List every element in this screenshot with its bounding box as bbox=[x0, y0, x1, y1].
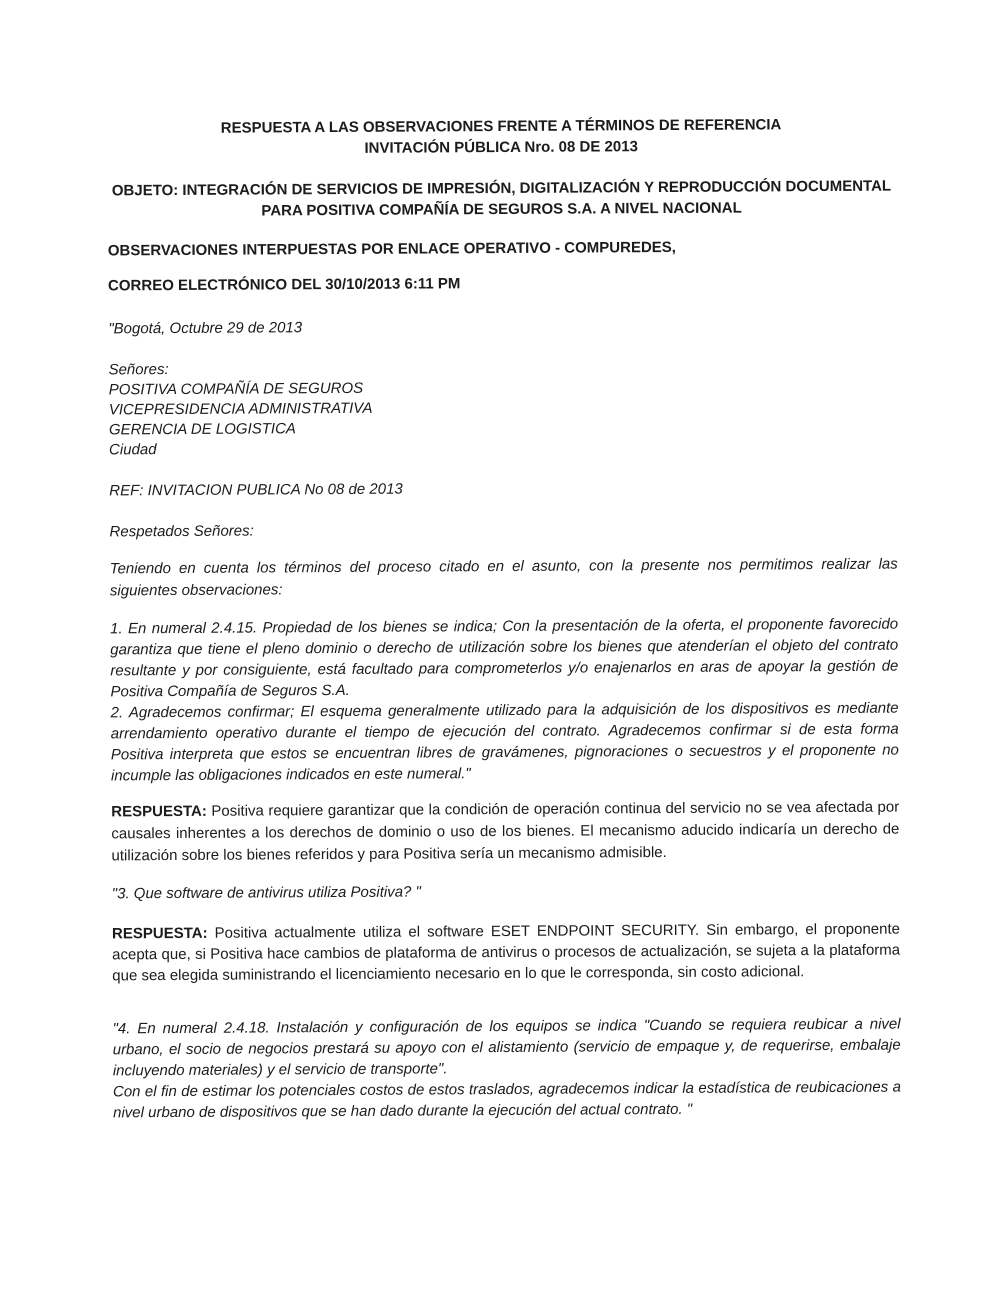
response-1-paragraph bbox=[111, 797, 899, 868]
observation-1-paragraph: 1. En numeral 2.4.15. Propiedad de los bienes se indica; Con la presentación de la oferta, el proponente favorecido garantiza que tiene el pleno dominio o derecho de utilización sobre los bienes que atenderían el objeto del contrato resultante y por consiguiente, está facultado para comprometerlos y/o enajenarlos en aras de apoyar la gestión de Positiva Compañía de Seguros S.A. bbox=[110, 615, 899, 701]
response-2-text: Positiva actualmente utiliza el software ESET ENDPOINT SECURITY. Sin embargo, el proponente acepta que, si Positiva hace cambios de plataforma de antivirus o procesos de actualización, se sujeta a la plataforma que sea elegida suministrando el licenciamiento necesario en lo que le corresponda, sin costo adicional. bbox=[112, 920, 901, 985]
title-line-2: INVITACIÓN PÚBLICA Nro. 08 DE 2013 bbox=[364, 138, 638, 157]
address-line-vicepresidencia: VICEPRESIDENCIA ADMINISTRATIVA bbox=[108, 399, 373, 419]
objeto-line: OBJETO: INTEGRACIÓN DE SERVICIOS DE IMPRESIÓN, DIGITALIZACIÓN Y REPRODUCCIÓN DOCUMENTAL PARA POSITIVA COMPAÑÍA DE SEGUROS S.A. A NIVEL NACIONAL bbox=[111, 177, 892, 220]
address-block bbox=[108, 356, 897, 461]
address-line-ciudad: Ciudad bbox=[108, 441, 157, 459]
observation-4-part-1: "4. En numeral 2.4.18. Instalación y configuración de los equipos se indica "Cuando se requiera reubicar a nivel urbano, el socio de negocios prestará su apoyo con el alistamiento (servicio de empaque y, de requerirse, embalaje incluyendo materiales) y el servicio de transporte". bbox=[112, 1015, 901, 1080]
intro-paragraph: Teniendo en cuenta los términos del proceso citado en el asunto, con la presente nos permitimos realizar las siguientes observaciones: bbox=[109, 555, 898, 600]
salutation-line: Respetados Señores: bbox=[109, 522, 254, 541]
address-line-gerencia: GERENCIA DE LOGISTICA bbox=[108, 420, 296, 439]
letter-date-line: "Bogotá, Octubre 29 de 2013 bbox=[108, 319, 303, 338]
response-2-label: RESPUESTA: bbox=[111, 924, 208, 943]
document-content bbox=[107, 114, 901, 1124]
observation-2-paragraph: 2. Agradecemos confirmar; El esquema generalmente utilizado para la adquisición de los dispositivos es mediante arrendamiento operativo durante el tiempo de ejecución del contrato. Agradecemos confirmar si de esta forma Positiva interpreta que estos se encuentran libres de gravámenes, pignoraciones o secuestros y el proponente no incumple las obligaciones indicados en este numeral." bbox=[110, 699, 899, 785]
correo-line: CORREO ELECTRÓNICO DEL 30/10/2013 6:11 PM bbox=[107, 275, 461, 295]
ref-line: REF: INVITACION PUBLICA No 08 de 2013 bbox=[109, 480, 403, 500]
response-2-paragraph bbox=[112, 919, 900, 987]
title-line-1: RESPUESTA A LAS OBSERVACIONES FRENTE A TÉRMINOS DE REFERENCIA bbox=[220, 116, 782, 137]
observation-4-paragraph bbox=[113, 1014, 902, 1124]
response-1-text: Positiva requiere garantizar que la condición de operación continua del servicio no se vea afectada por causales inherentes a los derechos de dominio o uso de los bienes. El mecanismo aducido indicaría un derecho de utilización sobre los bienes referidos y para Positiva sería un mecanismo admisible. bbox=[111, 798, 900, 865]
question-3-line: "3. Que software de antivirus utiliza Positiva? " bbox=[111, 883, 421, 903]
observation-4-part-2: Con el fin de estimar los potenciales costos de estos traslados, agradecemos indicar la estadística de reubicaciones a nivel urbano de dispositivos que se han dado durante la ejecución del actual contrato. " bbox=[112, 1078, 901, 1122]
document-title bbox=[107, 114, 895, 161]
address-line-company: POSITIVA COMPAÑÍA DE SEGUROS bbox=[108, 379, 364, 399]
observaciones-line: OBSERVACIONES INTERPUESTAS POR ENLACE OPERATIVO - COMPUREDES, bbox=[107, 238, 676, 260]
response-1-label: RESPUESTA: bbox=[111, 802, 207, 821]
address-line-senores: Señores: bbox=[108, 361, 169, 379]
